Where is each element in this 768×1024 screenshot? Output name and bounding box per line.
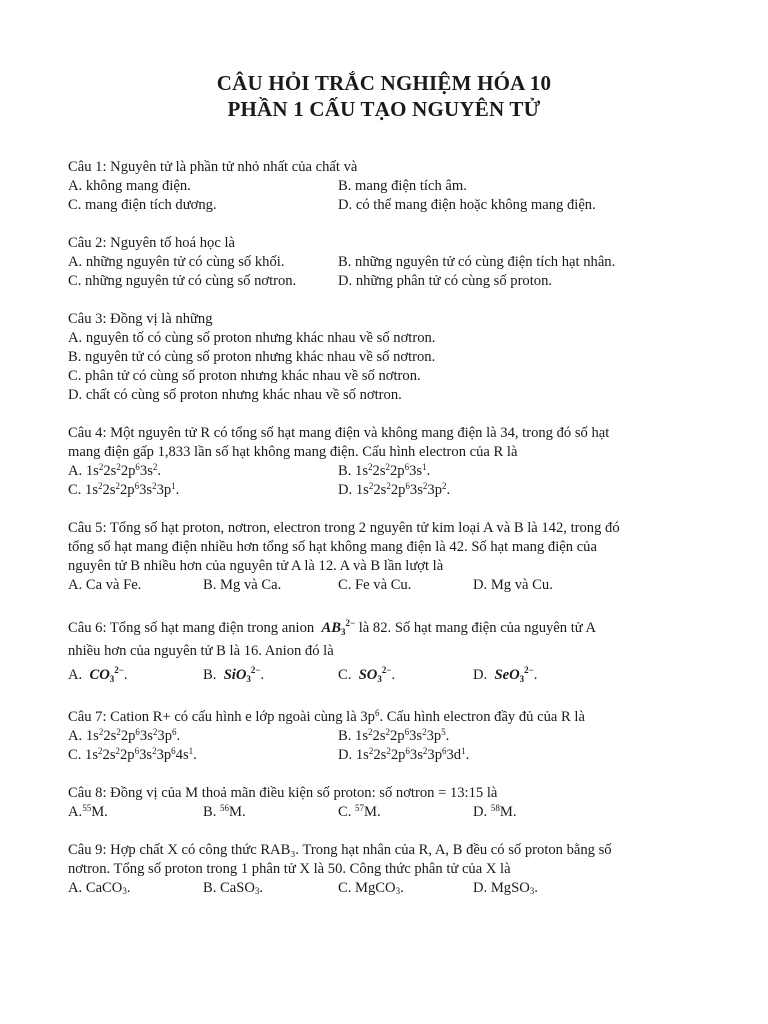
option-a: A. nguyên tố có cùng số proton nhưng khác nhau về số nơtron. <box>68 330 436 346</box>
option-row <box>68 803 708 822</box>
option-row <box>68 879 708 898</box>
option-row <box>68 177 708 196</box>
question-stem: Câu 4: Một nguyên tử R có tổng số hạt mang điện và không mang điện là 34, trong đó số hạt <box>68 425 610 441</box>
option-d: D. $1s^22s^22p^63s^23p^63d^1$. <box>338 746 470 763</box>
option-b: B. mang điện tích âm. <box>338 178 467 194</box>
option-a: A. $1s^22s^22p^63s^2$. <box>68 462 162 479</box>
option-c: C. Fe và Cu. <box>338 577 412 593</box>
option-c: C. MgCO$_3$. <box>338 880 404 896</box>
option-c: C. phân tử có cùng số proton nhưng khác nhau về số nơtron. <box>68 368 421 384</box>
question-stem-cont: mang điện gấp 1,833 lần số hạt không mang điện. Cấu hình electron của R là <box>68 444 518 460</box>
question-stem: Câu 2: Nguyên tố hoá học là <box>68 235 235 251</box>
question-stem-cont: tổng số hạt mang điện nhiều hơn tổng số hạt không mang điện là 42. Số hạt mang điện của <box>68 539 597 555</box>
document-header <box>0 70 768 122</box>
option-b: B. Mg và Ca. <box>203 577 282 593</box>
option-c: C. $SO_3^{2-}$. <box>338 665 396 684</box>
question-stem: Câu 8: Đồng vị của M thoả mãn điều kiện số proton: số nơtron = 13:15 là <box>68 785 498 801</box>
option-d: D. chất có cùng số proton nhưng khác nhau về số nơtron. <box>68 387 402 403</box>
document-title: CÂU HỎI TRẮC NGHIỆM HÓA 10 <box>216 71 552 95</box>
option-b: B. $1s^22s^22p^63s^1$. <box>338 462 431 479</box>
question-stem: Câu 6: Tổng số hạt mang điện trong anion $AB_3^{2-}$ là 82. Số hạt mang điện của nguyên tử A <box>68 618 597 637</box>
option-a: A. những nguyên tử có cùng số khối. <box>68 254 285 270</box>
option-c: C. những nguyên tử có cùng số nơtron. <box>68 273 297 289</box>
option-row <box>68 576 708 595</box>
question-stem: Câu 1: Nguyên tử là phần tử nhỏ nhất của chất và <box>68 159 358 175</box>
option-d: D. SeO$_3^{2-}$. <box>473 665 538 684</box>
question-stem-cont: nơtron. Tổng số proton trong 1 phân tử X là 50. Công thức phân tử của X là <box>68 861 511 877</box>
option-c: C. $^{57}$M. <box>338 803 381 820</box>
question-stem: Câu 7: Cation R+ có cấu hình e lớp ngoài cùng là $3p^6$. Cấu hình electron đầy đủ của R là <box>68 708 585 725</box>
question-7 <box>68 708 708 765</box>
option-b: B. những nguyên tử có cùng điện tích hạt nhân. <box>338 254 616 270</box>
option-row <box>68 746 708 765</box>
option-d: D. có thể mang điện hoặc không mang điện. <box>338 197 596 213</box>
option-row <box>68 253 708 272</box>
option-d: D. những phân tử có cùng số proton. <box>338 273 553 289</box>
question-stem-cont: nhiều hơn của nguyên tử B là 16. Anion đó là <box>68 643 334 659</box>
option-b: B. nguyên tử có cùng số proton nhưng khác nhau về số nơtron. <box>68 349 436 365</box>
option-row <box>68 462 708 481</box>
option-d: D. $^{58}$M. <box>473 803 517 820</box>
question-3 <box>68 310 708 405</box>
question-list <box>68 158 708 917</box>
option-a: A. không mang điện. <box>68 178 191 194</box>
question-6 <box>68 614 708 689</box>
option-a: A.$^{55}$M. <box>68 803 108 820</box>
question-stem: Câu 5: Tổng số hạt proton, nơtron, electron trong 2 nguyên tử kim loại A và B là 142, trong đó <box>68 520 620 536</box>
option-d: D. MgSO$_3$. <box>473 880 538 896</box>
question-9 <box>68 841 708 898</box>
option-a: A. $CO_3^{2-}$. <box>68 665 128 684</box>
option-row <box>68 661 708 689</box>
question-stem: Câu 3: Đồng vị là những <box>68 311 213 327</box>
question-5 <box>68 519 708 595</box>
question-stem: Câu 9: Hợp chất X có công thức RAB₃. Trong hạt nhân của R, A, B đều có số proton bằng số <box>68 842 612 858</box>
option-row <box>68 272 708 291</box>
option-c: C. $1s^22s^22p^63s^23p^1$. <box>68 481 180 498</box>
question-2 <box>68 234 708 291</box>
option-a: A. CaCO$_3$. <box>68 880 131 896</box>
option-row <box>68 481 708 500</box>
option-b: B. $1s^22s^22p^63s^23p^5$. <box>338 727 450 744</box>
anion-formula: $AB_3^{2-}$ <box>317 618 356 637</box>
option-row <box>68 196 708 215</box>
option-a: A. Ca và Fe. <box>68 577 142 593</box>
question-4 <box>68 424 708 500</box>
option-c: C. $1s^22s^22p^63s^23p^64s^1$. <box>68 746 197 763</box>
question-1 <box>68 158 708 215</box>
option-b: B. CaSO$_3$. <box>203 880 264 896</box>
question-8 <box>68 784 708 822</box>
option-row <box>68 727 708 746</box>
question-stem-cont: nguyên tử B nhiều hơn của nguyên tử A là 12. A và B lần lượt là <box>68 558 444 574</box>
option-c: C. mang điện tích dương. <box>68 197 217 213</box>
option-d: D. $1s^22s^22p^63s^23p^2$. <box>338 481 451 498</box>
document-subtitle: PHẦN 1 CẤU TẠO NGUYÊN TỬ <box>227 97 541 121</box>
option-d: D. Mg và Cu. <box>473 577 553 593</box>
option-b: B. SiO$_3^{2-}$. <box>203 665 265 684</box>
option-b: B. $^{56}$M. <box>203 803 246 820</box>
option-a: A. $1s^22s^22p^63s^23p^6$. <box>68 727 181 744</box>
